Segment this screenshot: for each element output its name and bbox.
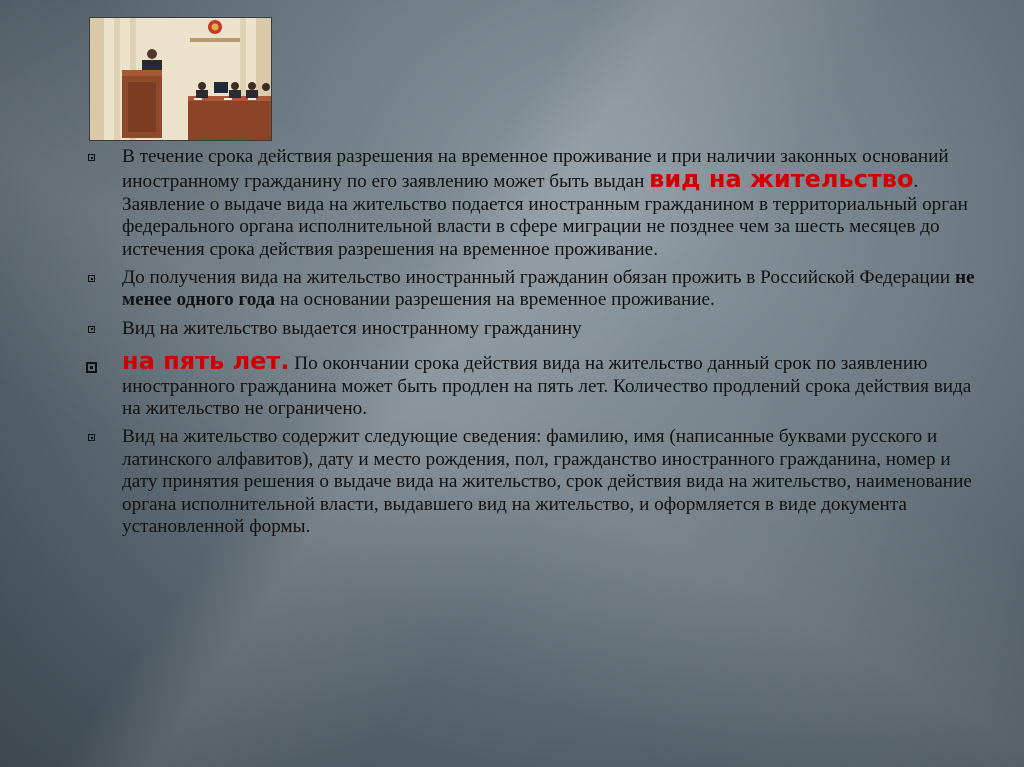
square-bullet-icon — [88, 275, 95, 282]
square-bullet-icon — [88, 434, 95, 441]
list-item — [80, 267, 980, 312]
square-bullet-icon — [88, 326, 95, 333]
square-bullet-icon — [86, 362, 97, 373]
list-item — [80, 146, 980, 261]
conference-photo — [89, 17, 272, 141]
item-text: на основании разрешения на временное проживание. — [275, 289, 715, 311]
bold-term: не менее одного года — [122, 267, 975, 311]
item-text: . Заявление о выдаче вида на жительство подается иностранным гражданином в территориальный орган федерального органа исполнительной власти в сфере миграции не позднее чем за шесть месяцев до истечения срока действия разрешения на временное проживание. — [122, 171, 968, 260]
bullet-list — [80, 146, 980, 545]
conference-illustration — [90, 18, 271, 140]
highlight-na-pyat-let: на пять лет. — [122, 347, 290, 376]
list-item — [80, 426, 980, 538]
item-text: Вид на жительство выдается иностранному гражданину — [122, 317, 582, 339]
highlight-vid-na-zhitelstvo: вид на жительство — [649, 165, 914, 194]
square-bullet-icon — [88, 154, 95, 161]
item-text: В течение срока действия разрешения на временное проживание и при наличии законных оснований иностранному гражданину по его заявлению может быть выдан — [122, 146, 949, 193]
item-text: До получения вида на жительство иностранный гражданин обязан прожить в Российской Федерации — [122, 267, 955, 289]
item-text: Вид на жительство содержит следующие сведения: фамилию, имя (написанные буквами русского и латинского алфавитов), дату и место рождения, пол, гражданство иностранного гражданина, номер и дату принятия решения о выдаче вида на жительство, срок действия вида на жительство, наименование органа исполнительной власти, выдавшего вид на жительство, и оформляется в виде документа установленной формы. — [122, 426, 972, 538]
list-item — [80, 347, 980, 420]
item-text: По окончании срока действия вида на жительство данный срок по заявлению иностранного гражданина может быть продлен на пять лет. Количество продлений срока действия вида на жительство не ограничено. — [122, 353, 972, 420]
list-item — [80, 318, 980, 340]
